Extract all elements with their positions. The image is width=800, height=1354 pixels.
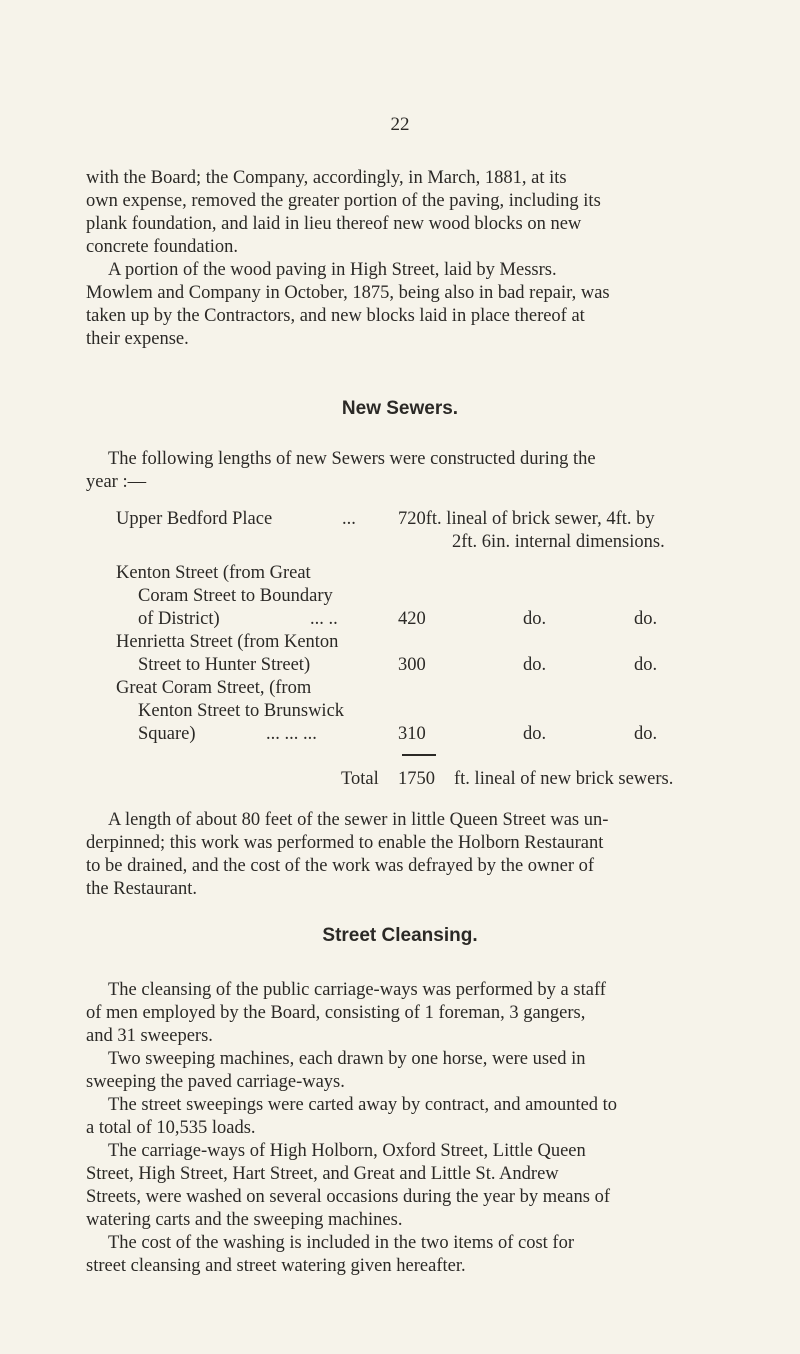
sewer-length: 420 bbox=[398, 609, 426, 629]
cleansing-paragraph: The cost of the washing is included in the two items of cost for street cleansing and street watering given hereafter. bbox=[86, 1233, 575, 1276]
street-cleansing-heading: Street Cleansing. bbox=[322, 925, 478, 946]
street-name: Upper Bedford Place bbox=[116, 509, 273, 529]
leader-dots: ... .. bbox=[310, 609, 338, 629]
sewer-dimensions: 2ft. 6in. internal dimensions. bbox=[452, 532, 665, 552]
street-name: Square) bbox=[138, 724, 196, 744]
page-number: 22 bbox=[390, 114, 410, 135]
street-name: Coram Street to Boundary bbox=[138, 586, 333, 606]
ditto: do. bbox=[523, 724, 547, 744]
street-name: Kenton Street to Brunswick bbox=[138, 701, 345, 721]
ditto: do. bbox=[634, 655, 658, 675]
leader-dots: ... ... ... bbox=[266, 724, 317, 744]
street-name: Kenton Street (from Great bbox=[116, 563, 311, 583]
street-name: of District) bbox=[138, 609, 220, 629]
sum-rule bbox=[402, 754, 436, 756]
street-name: Street to Hunter Street) bbox=[138, 655, 311, 675]
leader-dots: ... bbox=[342, 509, 356, 529]
sewer-length: 310 bbox=[398, 724, 426, 744]
intro-text bbox=[86, 167, 738, 351]
ditto: do. bbox=[634, 724, 658, 744]
total-suffix: ft. lineal of new brick sewers. bbox=[454, 769, 674, 789]
street-name: Henrietta Street (from Kenton bbox=[116, 632, 339, 652]
sewers-table bbox=[116, 508, 756, 768]
underpinning-text: A length of about 80 feet of the sewer in little Queen Street was un- derpinned; this work was performed to enable the Holborn Restaurant to be drained, and the cost of the work was defrayed by the owner of the Restaurant. bbox=[86, 810, 609, 899]
intro-paragraph-2: A portion of the wood paving in High Street, laid by Messrs. Mowlem and Company in October, 1875, being also in bad repair, was taken up by the Contractors, and new blocks laid in place thereof at their expense. bbox=[86, 260, 610, 349]
total-label: Total bbox=[341, 769, 379, 789]
sewer-length: 720ft. lineal of brick sewer, 4ft. by bbox=[398, 509, 655, 529]
street-cleansing-text bbox=[86, 979, 738, 1278]
new-sewers-heading: New Sewers. bbox=[341, 398, 459, 419]
cleansing-paragraph: Two sweeping machines, each drawn by one horse, were used in sweeping the paved carriage-ways. bbox=[86, 1049, 586, 1092]
sewers-total-row bbox=[116, 768, 756, 798]
street-name: Great Coram Street, (from bbox=[116, 678, 312, 698]
cleansing-paragraph: The carriage-ways of High Holborn, Oxford Street, Little Queen Street, High Street, Hart Street, and Great and Little St. Andrew Streets, were washed on several occasions during the year by means of watering carts and the sweeping machines. bbox=[86, 1141, 610, 1230]
total-value: 1750 bbox=[398, 769, 435, 789]
cleansing-paragraph: The cleansing of the public carriage-ways was performed by a staff of men employed by the Board, consisting of 1 foreman, 3 gangers, and 31 sweepers. bbox=[86, 980, 606, 1046]
cleansing-paragraph: The street sweepings were carted away by contract, and amounted to a total of 10,535 loads. bbox=[86, 1095, 618, 1138]
sewer-length: 300 bbox=[398, 655, 426, 675]
ditto: do. bbox=[523, 609, 547, 629]
ditto: do. bbox=[634, 609, 658, 629]
ditto: do. bbox=[523, 655, 547, 675]
intro-paragraph-1: with the Board; the Company, accordingly, in March, 1881, at its own expense, removed the greater portion of the paving, including its plank foundation, and laid in lieu thereof new wood blocks on new concrete foundation. bbox=[86, 168, 601, 257]
new-sewers-lead: The following lengths of new Sewers were constructed during the year :— bbox=[86, 449, 596, 492]
